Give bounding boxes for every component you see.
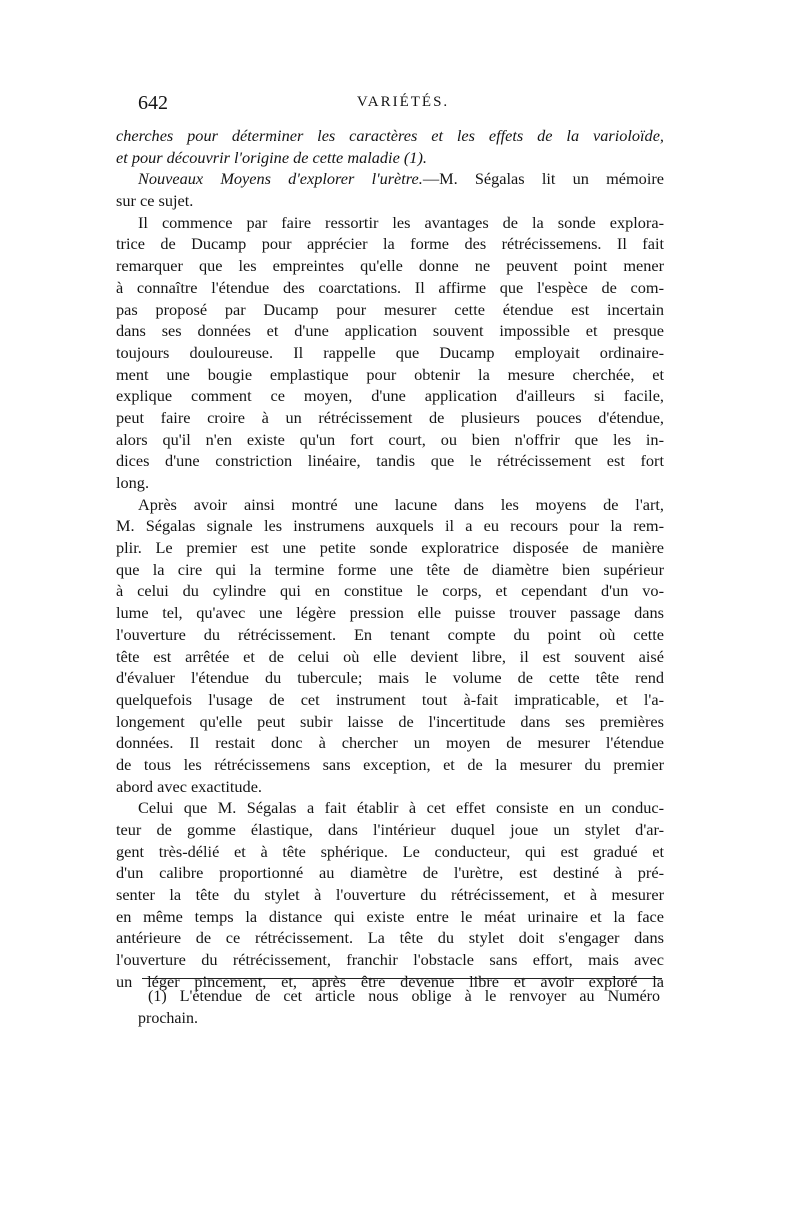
text-line: dans ses données et d'une application souvent impossible et presque (116, 321, 664, 341)
section-heading-line (116, 168, 664, 190)
text-line: d'un calibre proportionné au diamètre de l'urètre, est destiné à pré- (116, 863, 664, 883)
text-line: l'ouverture du rétrécissement. En tenant compte du point où cette (116, 624, 664, 644)
text-line: peut faire croire à un rétrécissement de plusieurs pouces d'étendue, (116, 407, 664, 427)
text-line: antérieure de ce rétrécissement. La tête du stylet doit s'engager dans (116, 928, 664, 948)
text-line: et pour découvrir l'origine de cette maladie (1). (116, 147, 427, 167)
text-line: dices d'une constriction linéaire, tandis que le rétrécissement est fort (116, 451, 664, 471)
page-header (138, 92, 668, 120)
text-line: alors qu'il n'en existe qu'un fort court, ou bien n'offrir que les in- (116, 429, 664, 449)
text-line: sur ce sujet. (116, 191, 194, 211)
text-line: à connaître l'étendue des coarctations. Il affirme que l'espèce de com- (116, 277, 664, 297)
text-line: à celui du cylindre qui en constitue le corps, et cependant d'un vo- (116, 581, 664, 601)
text-line: Celui que M. Ségalas a fait établir à cet effet consiste en un conduc- (138, 798, 664, 818)
text-line: trice de Ducamp pour apprécier la forme des rétrécissemens. Il fait (116, 234, 664, 254)
text-line: toujours douloureuse. Il rappelle que Ducamp employait ordinaire- (116, 342, 664, 362)
text-line: données. Il restait donc à chercher un moyen de mesurer l'étendue (116, 733, 664, 753)
text-line: un léger pincement, et, après être devenue libre et avoir exploré la (116, 971, 664, 991)
text-line: long. (116, 473, 150, 492)
text-line: l'ouverture du rétrécissement, franchir l'obstacle sans effort, mais avec (116, 950, 664, 970)
text-line: plir. Le premier est une petite sonde exploratrice disposée de manière (116, 538, 664, 558)
text-line: Il commence par faire ressortir les avantages de la sonde explora- (138, 212, 664, 232)
text-line: senter la tête du stylet à l'ouverture du rétrécissement, et à mesurer (116, 885, 664, 905)
text-line: explique comment ce moyen, d'une application d'ailleurs si facile, (116, 386, 664, 406)
page-number: 642 (138, 92, 168, 114)
text-line: quelquefois l'usage de cet instrument tout à-fait impraticable, et l'a- (116, 689, 664, 709)
text-line: gent très-délié et à tête sphérique. Le conducteur, qui est gradué et (116, 841, 664, 861)
text-line: en même temps la distance qui existe entre le méat urinaire et la face (116, 906, 664, 926)
footnote-line: (1) L'étendue de cet article nous oblige à le renvoyer au Numéro (148, 988, 660, 1005)
text-line: lume tel, qu'avec une légère pression elle puisse trouver passage dans (116, 603, 664, 623)
text-line: ment une bougie emplastique pour obtenir la mesure cherchée, et (116, 364, 664, 384)
body-text (116, 125, 664, 993)
text-line: pas proposé par Ducamp pour mesurer cette étendue est incertain (116, 299, 664, 319)
text-line: remarquer que les empreintes qu'elle donne ne peuvent point mener (116, 256, 664, 276)
text-line: que la cire qui la termine forme une tête de diamètre bien supérieur (116, 559, 664, 579)
text-line: abord avec exactitude. (116, 776, 262, 796)
footnote-line: prochain. (138, 1009, 198, 1027)
text-line: teur de gomme élastique, dans l'intérieur duquel joue un stylet d'ar- (116, 820, 664, 839)
text-line: tête est arrêtée et de celui où elle devient libre, il est souvent aisé (116, 646, 664, 666)
section-title-tail: —M. Ségalas lit un mémoire (422, 169, 664, 189)
footnote-divider (142, 978, 662, 979)
text-line: de tous les rétrécissemens sans exception, et de la mesurer du premier (116, 754, 664, 774)
text-line: M. Ségalas signale les instrumens auxquels il a eu recours pour la rem- (116, 516, 664, 536)
footnote (138, 986, 660, 1029)
text-line: longement qu'elle peut subir laisse de l'incertitude dans ses premières (116, 711, 664, 731)
text-line: Après avoir ainsi montré une lacune dans les moyens de l'art, (138, 494, 664, 514)
running-title: VARIÉTÉS. (356, 94, 450, 110)
text-line: cherches pour déterminer les caractères et les effets de la varioloïde, (116, 126, 664, 145)
text-line: d'évaluer l'étendue du tubercule; mais le volume de cette tête rend (116, 668, 664, 688)
section-title: Nouveaux Moyens d'explorer l'urètre. (138, 169, 423, 189)
